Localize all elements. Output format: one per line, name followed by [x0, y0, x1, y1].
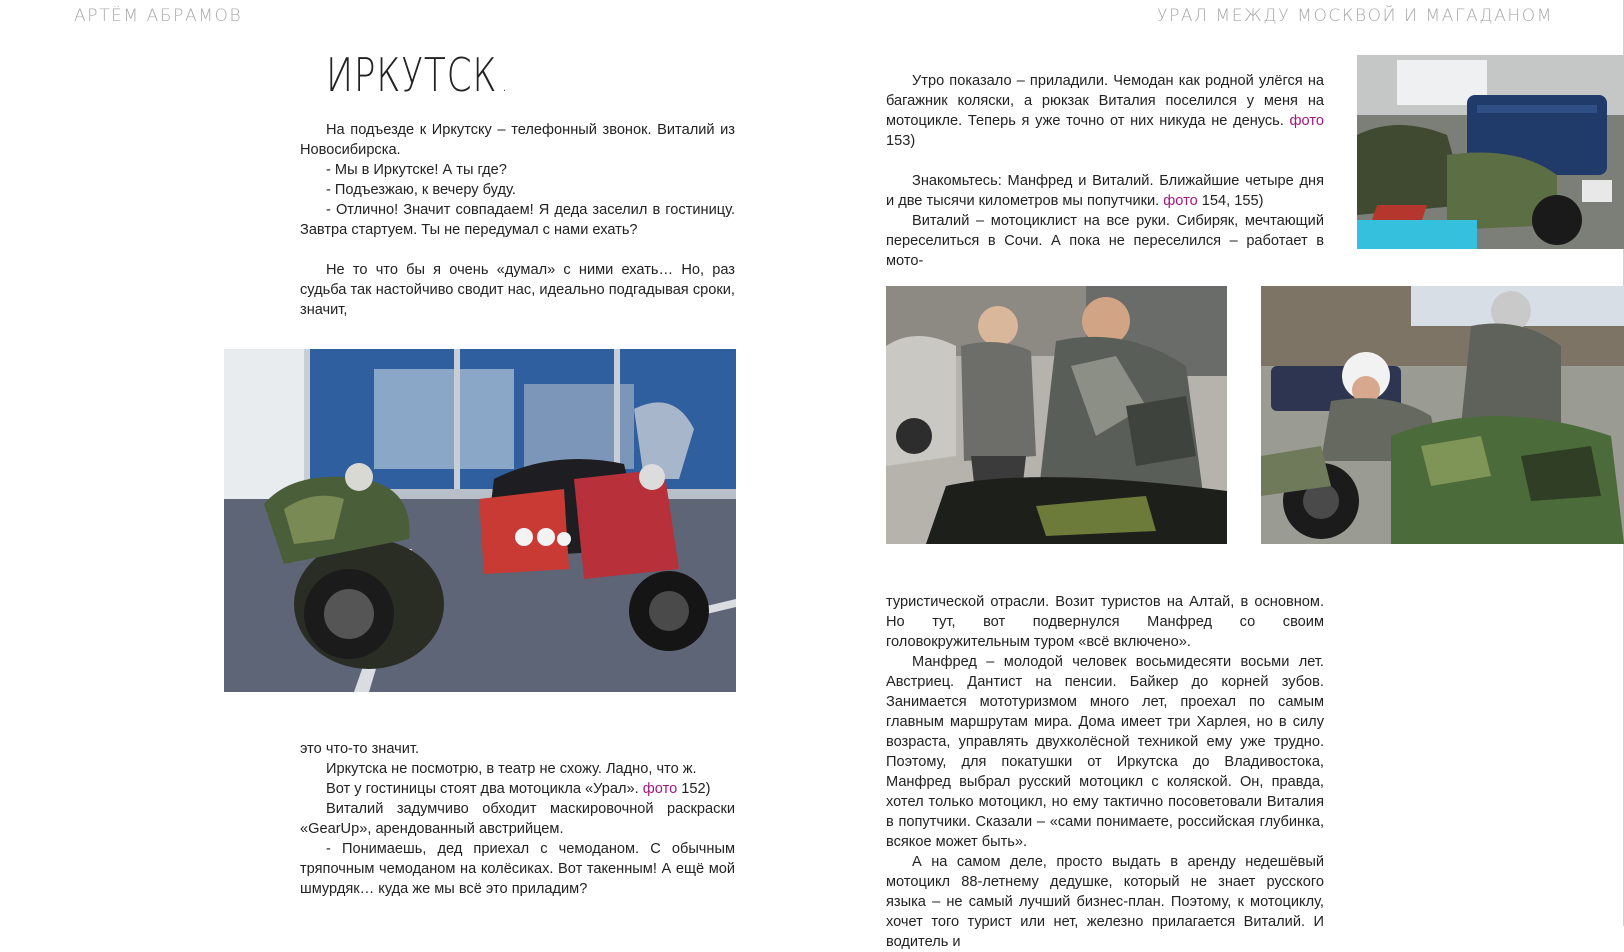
photo-two-motorcycles [224, 349, 736, 692]
left-text-top [300, 120, 735, 320]
photo-number: 152) [677, 781, 711, 797]
running-head-book-title: УРАЛ МЕЖДУ МОСКВОЙ И МАГАДАНОМ [1157, 6, 1553, 26]
paragraph [300, 779, 735, 799]
photo-suitcase-on-sidecar [1357, 55, 1624, 249]
paragraph-text: Вот у гостиницы стоят два мотоцикла «Урал». [326, 781, 643, 797]
paragraph: туристической отрасли. Возит туристов на Алтай, в основном. Но тут, вот подвернулся Манфред со своим головокружительным туром «всё включено». [886, 594, 1324, 650]
paragraph: А на самом деле, просто выдать в аренду недешёвый мотоцикл 88-летнему дедушке, который не знает русского языка – не самый лучший бизнес-план. Поэтому, к мотоциклу, хочет того турист или нет, железно прилагается Виталий. И водитель и [886, 854, 1324, 950]
paragraph: - Отлично! Значит совпадаем! Я деда заселил в гостиницу. Завтра стартуем. Ты не передумал с нами ехать? [300, 202, 735, 238]
left-text-bottom [300, 739, 735, 899]
paragraph [886, 71, 1324, 151]
photo-manfred-in-sidecar [1261, 286, 1624, 544]
photo-manfred-image [886, 286, 1227, 544]
paragraph [886, 171, 1324, 211]
paragraph: - Мы в Иркутске! А ты где? [326, 162, 507, 178]
paragraph-text: Знакомьтесь: Манфред и Виталий. Ближайшие четыре дня и две тысячи километров мы попутчики. [886, 173, 1324, 209]
right-text-bottom [886, 592, 1324, 952]
photo-two-motorcycles-image [224, 349, 736, 692]
photo-sidecar-image [1261, 286, 1624, 544]
running-head-author: АРТЁМ АБРАМОВ [74, 6, 243, 26]
photo-link[interactable]: фото [1289, 113, 1324, 129]
chapter-title [326, 48, 508, 102]
right-text-top [886, 71, 1324, 271]
paragraph: Манфред – молодой человек восьмидесяти восьми лет. Австриец. Дантист на пенсии. Байкер до корней зубов. Занимается мототуризмом много лет, проехал по самым главным маршрутам мира. Дома имеет три Харлея, но в силу возраста, управлять двухколёсной техникой ему уже трудно. Поэтому, для покатушки от Иркутска до Владивостока, Манфред выбрал русский мотоцикл с коляской. Он, правда, хотел только мотоцикл, но ему тактично посоветовали Виталия в попутчики. Сказали – «сами понимаете, российская глубинка, всякое может быть». [886, 654, 1324, 850]
chapter-title-text: ИРКУТСК [326, 48, 498, 102]
chapter-title-dot: . [502, 72, 508, 96]
paragraph: На подъезде к Иркутску – телефонный звонок. Виталий из Новосибирска. [300, 122, 735, 158]
photo-number: 154, 155) [1197, 193, 1264, 209]
paragraph: Не то что бы я очень «думал» с ними ехать… Но, раз судьба так настойчиво сводит нас, идеально подгадывая сроки, значит, [300, 262, 735, 318]
paragraph: Виталий задумчиво обходит маскировочной раскраски «GearUp», арендованный австрийцем. [300, 801, 735, 837]
paragraph: Иркутска не посмотрю, в театр не схожу. Ладно, что ж. [326, 761, 697, 777]
paragraph-text: Утро показало – приладили. Чемодан как родной улёгся на багажник коляски, а рюкзак Виталия поселился у меня на мотоцикле. Теперь я уже точно от них никуда не денусь. [886, 73, 1324, 129]
photo-number: 153) [886, 133, 916, 149]
paragraph: Виталий – мотоциклист на все руки. Сибиряк, мечтающий переселиться в Сочи. А пока не переселился – работает в мото- [886, 213, 1324, 269]
photo-suitcase-image [1357, 55, 1624, 249]
paragraph: - Понимаешь, дед приехал с чемоданом. С обычным тряпочным чемоданом на колёсиках. Вот такенным! А ещё мой шмурдяк… куда же мы всё это приладим? [300, 841, 735, 897]
photo-link[interactable]: фото [642, 781, 678, 797]
paragraph: - Подъезжаю, к вечеру буду. [326, 182, 516, 198]
paragraph: это что-то значит. [300, 741, 420, 757]
photo-manfred-and-vitaly [886, 286, 1227, 544]
photo-link[interactable]: фото [1163, 193, 1198, 209]
